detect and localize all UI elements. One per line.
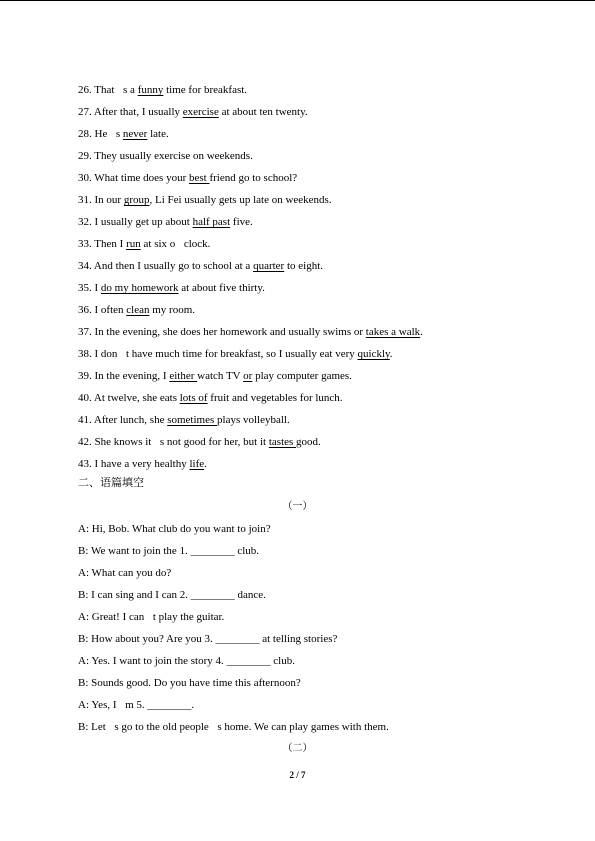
dialog-line: B: Let s go to the old people s home. We can play games with them. xyxy=(78,721,389,733)
sentence-line xyxy=(78,255,558,277)
sentence-line xyxy=(78,431,558,453)
underlined-phrase: clean xyxy=(126,304,150,316)
sentence-line xyxy=(78,123,558,145)
sentence-line xyxy=(78,453,558,475)
sentence-line xyxy=(78,277,558,299)
sentence-text: 34. And then I usually go to school at a xyxy=(78,260,254,272)
sentence-text: 26. That s a xyxy=(78,84,138,96)
sentence-text: late. xyxy=(147,128,169,140)
sentence-text: . xyxy=(389,348,393,360)
sentence-text: , Li Fei usually gets up late on weekends. xyxy=(149,194,332,206)
underlined-phrase: never xyxy=(122,128,148,140)
sentence-line xyxy=(78,409,558,431)
sentence-line xyxy=(78,79,558,101)
sentence-text: watch TV xyxy=(197,370,244,382)
sentence-text: my room. xyxy=(149,304,195,316)
sentence-text: time for breakfast. xyxy=(163,84,248,96)
sentence-text: . xyxy=(204,458,207,470)
underlined-phrase: sometimes xyxy=(167,414,218,426)
sentence-text: 33. Then I xyxy=(78,238,127,250)
sentence-text: to eight. xyxy=(284,260,324,272)
sentence-line xyxy=(78,321,558,343)
part-two-label: （二） xyxy=(282,743,313,754)
sentence-text: 31. In our xyxy=(78,194,124,206)
sentence-line xyxy=(78,387,558,409)
top-border-line xyxy=(0,0,595,1)
dialog-list xyxy=(78,518,558,738)
dialog-line: A: Great! I can t play the guitar. xyxy=(78,611,225,623)
underlined-phrase: tastes xyxy=(268,436,297,448)
sentence-text: 28. He s xyxy=(78,128,123,140)
sentence-text: good. xyxy=(296,436,321,448)
underlined-phrase: funny xyxy=(137,84,164,96)
underlined-phrase: lots of xyxy=(179,392,208,404)
dialog-line: B: Sounds good. Do you have time this afternoon? xyxy=(78,677,301,689)
sentence-text: 42. She knows it s not good for her, but it xyxy=(78,436,269,448)
sentence-line xyxy=(78,299,558,321)
part-one-label: （一） xyxy=(282,501,313,512)
underlined-phrase: quickly xyxy=(357,348,390,360)
sentence-text: . xyxy=(420,326,423,338)
sentence-text: 41. After lunch, she xyxy=(78,414,168,426)
dialog-line: B: How about you? Are you 3. ________ at telling stories? xyxy=(78,633,338,645)
sentence-text: at about five thirty. xyxy=(178,282,265,294)
sentence-line xyxy=(78,189,558,211)
dialog-line: A: Hi, Bob. What club do you want to join? xyxy=(78,523,271,535)
dialog-line: A: What can you do? xyxy=(78,567,172,579)
underlined-phrase: or xyxy=(243,370,253,382)
sentence-text: 38. I don t have much time for breakfast, so I usually eat very xyxy=(78,348,358,360)
sentence-text: 29. They usually exercise on weekends. xyxy=(78,150,253,162)
sentence-text: plays volleyball. xyxy=(217,414,290,426)
sentence-text: 35. I xyxy=(78,282,101,294)
dialog-line: B: I can sing and I can 2. ________ dance. xyxy=(78,589,266,601)
sentence-text: 32. I usually get up about xyxy=(78,216,193,228)
dialog-line: A: Yes. I want to join the story 4. ________ club. xyxy=(78,655,295,667)
sentence-text: at six o clock. xyxy=(140,238,211,250)
sentence-list xyxy=(78,79,558,475)
underlined-phrase: either xyxy=(169,370,198,382)
underlined-phrase: takes a walk xyxy=(365,326,421,338)
underlined-phrase: run xyxy=(126,238,141,250)
underlined-phrase: quarter xyxy=(253,260,285,272)
sentence-line xyxy=(78,233,558,255)
underlined-phrase: exercise xyxy=(182,106,219,118)
dialog-line: A: Yes, I m 5. ________. xyxy=(78,699,195,711)
sentence-text: 39. In the evening, I xyxy=(78,370,170,382)
sentence-text: five. xyxy=(230,216,253,228)
sentence-line xyxy=(78,343,558,365)
sentence-text: 30. What time does your xyxy=(78,172,189,184)
sentence-text: friend go to school? xyxy=(209,172,298,184)
sentence-text: fruit and vegetables for lunch. xyxy=(207,392,343,404)
sentence-line xyxy=(78,365,558,387)
sentence-line xyxy=(78,167,558,189)
underlined-phrase: life xyxy=(189,458,205,470)
sentence-text: 43. I have a very healthy xyxy=(78,458,190,470)
sentence-text: play computer games. xyxy=(252,370,352,382)
section-heading: 二、语篇填空 xyxy=(78,476,144,489)
underlined-phrase: group xyxy=(123,194,150,206)
sentence-line xyxy=(78,101,558,123)
sentence-line xyxy=(78,211,558,233)
sentence-text: 27. After that, I usually xyxy=(78,106,183,118)
sentence-text: 36. I often xyxy=(78,304,127,316)
sentence-text: 40. At twelve, she eats xyxy=(78,392,180,404)
sentence-text: at about ten twenty. xyxy=(218,106,308,118)
underlined-phrase: best xyxy=(189,172,210,184)
dialog-line: B: We want to join the 1. ________ club. xyxy=(78,545,260,557)
sentence-line xyxy=(78,145,558,167)
page-number: 2 / 7 xyxy=(289,770,306,780)
sentence-text: 37. In the evening, she does her homework and usually swims or xyxy=(78,326,366,338)
underlined-phrase: half past xyxy=(192,216,231,228)
underlined-phrase: do my homework xyxy=(100,282,179,294)
